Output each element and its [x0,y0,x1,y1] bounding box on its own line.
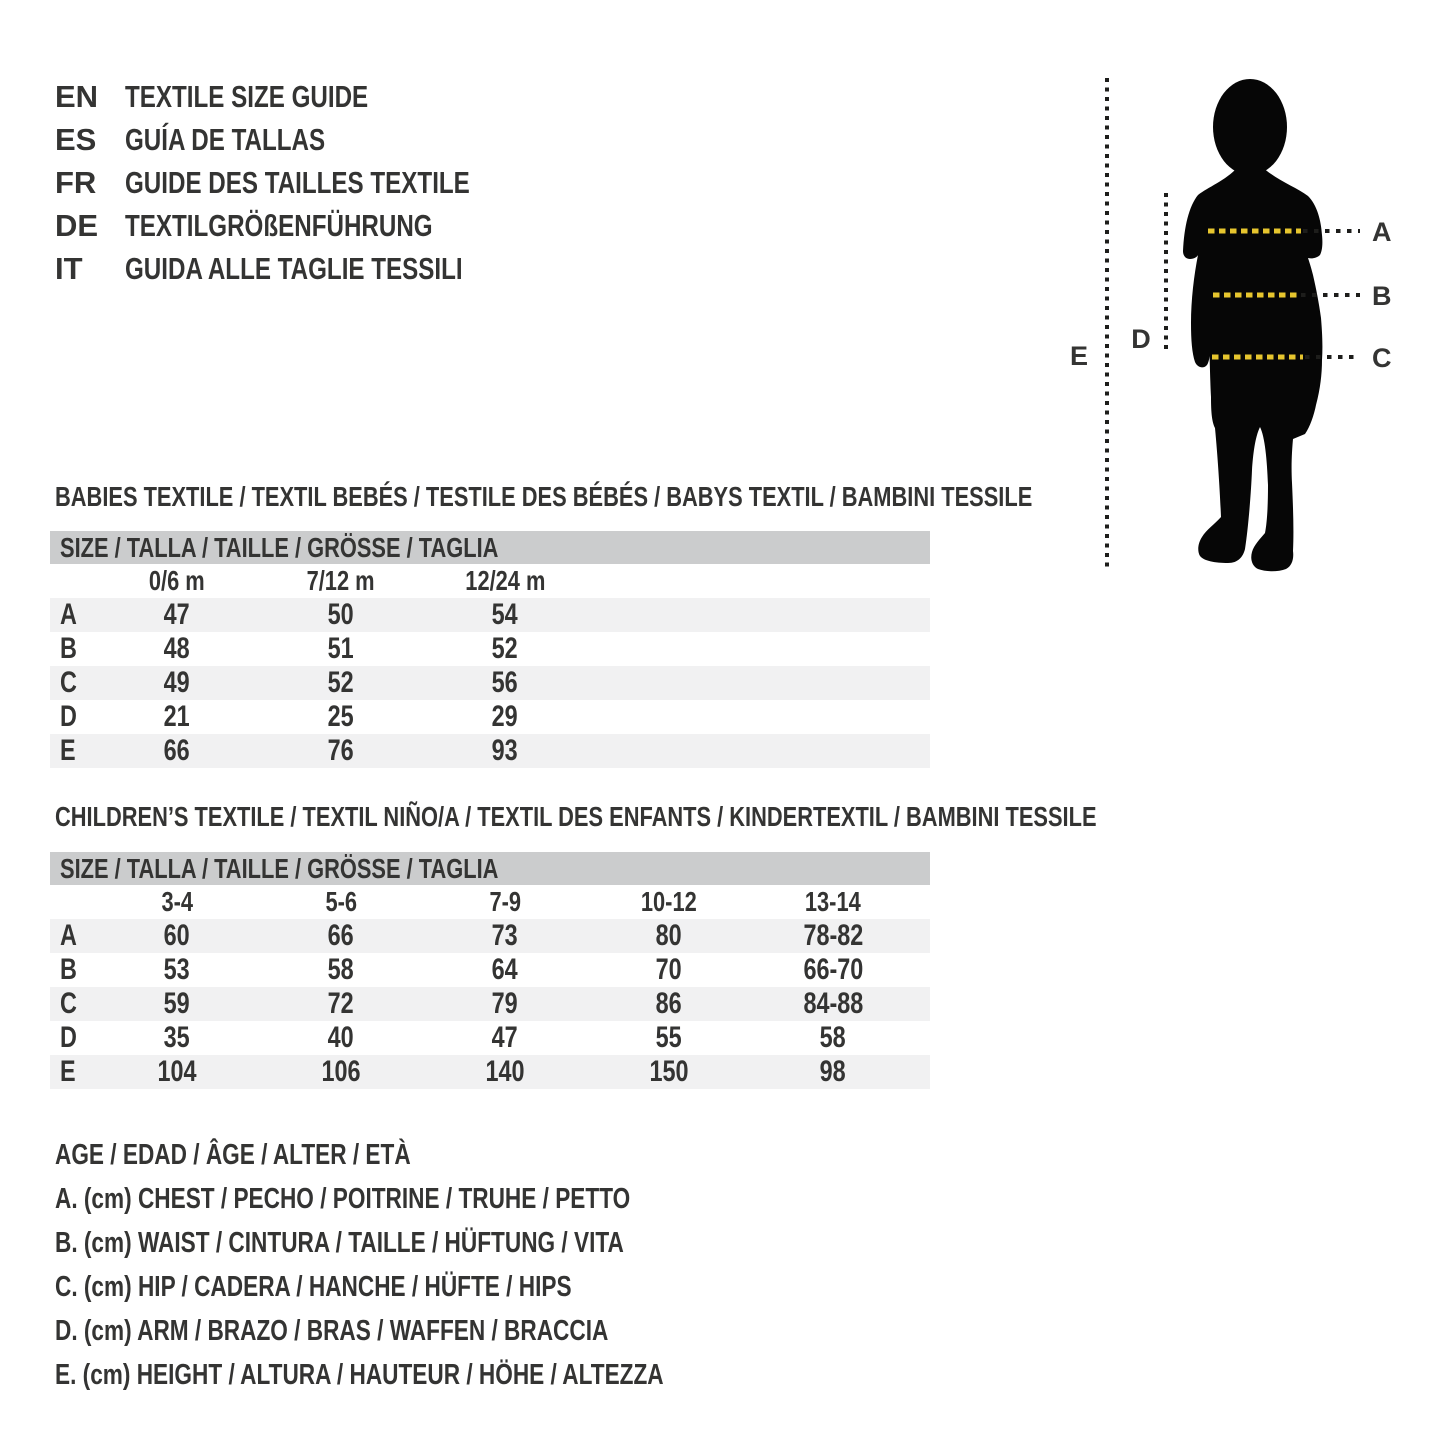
header-row-de [55,204,567,247]
silhouette-head [1213,79,1287,175]
childrens-col-2: 7-9 [489,886,521,917]
figure-label-d: D [1131,324,1151,354]
childrens-size-table [50,852,930,1089]
table-row: A 47 50 54 [50,598,930,632]
guide-title-es: GUÍA DE TALLAS [125,121,326,157]
figure-label-e: E [1069,341,1089,371]
header-row-fr [55,161,567,204]
language-code-en: EN [55,78,99,114]
row-label: A [60,598,77,631]
row-label: B [60,632,77,665]
babies-col-2: 12/24 m [464,565,546,596]
measurement-legend [55,1133,835,1397]
childrens-col-3: 10-12 [641,886,697,917]
babies-section-title: BABIES TEXTILE / TEXTIL BEBÉS / TESTILE DES BÉBÉS / BABYS TEXTIL / BAMBINI TESSILE [55,481,1033,512]
legend-chest-line: A. (cm) CHEST / PECHO / POITRINE / TRUHE / PETTO [55,1182,631,1215]
table-row: B 48 51 52 [60,632,519,665]
figure-label-b: B [1372,281,1392,311]
guide-title-en: TEXTILE SIZE GUIDE [125,78,369,114]
row-label: C [60,666,77,699]
guide-title-de: TEXTILGRÖßENFÜHRUNG [125,207,433,243]
childrens-section-title: CHILDREN’S TEXTILE / TEXTIL NIÑO/A / TEXTIL DES ENFANTS / KINDERTEXTIL / BAMBINI TESSILE [55,801,1097,832]
table-row: E 104 106 140 150 98 [50,1055,930,1089]
babies-column-header-row [50,564,930,598]
babies-col-0: 0/6 m [149,565,205,596]
babies-size-header-bar: SIZE / TALLA / TAILLE / GRÖSSE / TAGLIA [50,531,930,564]
row-label: E [60,734,76,767]
row-label: B [60,953,77,986]
childrens-col-4: 13-14 [805,886,861,917]
legend-height-line: E. (cm) HEIGHT / ALTURA / HAUTEUR / HÖHE / ALTEZZA [55,1358,664,1391]
babies-col-1: 7/12 m [306,565,375,596]
legend-hip-line: C. (cm) HIP / CADERA / HANCHE / HÜFTE / HIPS [55,1270,572,1303]
table-row: D 21 25 29 [60,700,519,733]
row-label: E [60,1055,76,1088]
row-label: C [60,987,77,1020]
language-code-it: IT [55,250,83,286]
row-label: A [60,919,77,952]
legend-age-line: AGE / EDAD / ÂGE / ALTER / ETÀ [55,1138,411,1171]
header-row-it [55,247,567,290]
childrens-column-header-row [50,885,930,919]
childrens-col-0: 3-4 [161,886,193,917]
header-row-en [55,75,567,118]
language-code-de: DE [55,207,99,243]
table-row: E 66 76 93 [50,734,930,768]
table-row: C 49 52 56 [50,666,930,700]
table-row: C 59 72 79 86 84-88 [50,987,930,1021]
table-row: D 35 40 47 55 58 [60,1021,847,1054]
legend-arm-line: D. (cm) ARM / BRAZO / BRAS / WAFFEN / BRACCIA [55,1314,609,1347]
babies-size-table [50,531,930,768]
row-label: D [60,1021,77,1054]
figure-label-a: A [1372,217,1392,247]
figure-label-c: C [1372,343,1392,373]
table-row: A 60 66 73 80 78-82 [50,919,930,953]
childrens-size-header-bar: SIZE / TALLA / TAILLE / GRÖSSE / TAGLIA [50,852,930,885]
header-row-es [55,118,567,161]
language-code-es: ES [55,121,97,157]
childrens-col-1: 5-6 [325,886,357,917]
language-title-block [55,75,567,290]
table-row: B 53 58 64 70 66-70 [60,953,863,986]
legend-waist-line: B. (cm) WAIST / CINTURA / TAILLE / HÜFTUNG / VITA [55,1226,624,1259]
language-code-fr: FR [55,164,97,200]
guide-title-it: GUIDA ALLE TAGLIE TESSILI [125,250,463,286]
row-label: D [60,700,77,733]
guide-title-fr: GUIDE DES TAILLES TEXTILE [125,164,470,200]
